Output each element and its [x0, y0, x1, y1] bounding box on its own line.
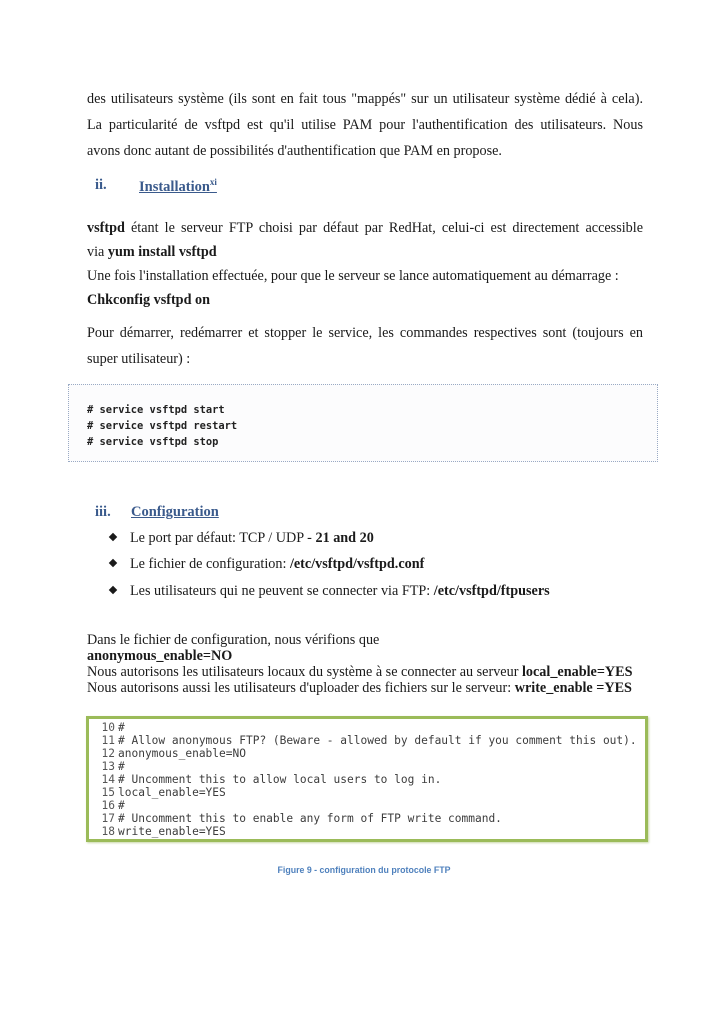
paragraph-line: La particularité de vsftpd est qu'il utilise PAM pour l'authentification des utilisateurs. Nous — [87, 117, 643, 133]
inline-command: Chkconfig vsftpd on — [87, 292, 210, 308]
code-line: # service vsftpd restart — [87, 420, 238, 432]
inline-command: yum install vsftpd — [107, 244, 217, 260]
paragraph-line: avons donc autant de possibilités d'authentification que PAM en propose. — [87, 143, 502, 159]
section-heading-configuration — [95, 504, 395, 524]
code-row: 18 write_enable=YES — [101, 825, 226, 838]
code-row: 14 # Uncomment this to allow local users to log in. — [101, 773, 442, 786]
paragraph-line: Nous autorisons aussi les utilisateurs d'uploader des fichiers sur le serveur: write_enable =YES — [87, 680, 632, 696]
code-row: 12 anonymous_enable=NO — [101, 747, 246, 760]
inline-bold: vsftpd — [87, 220, 125, 236]
diamond-bullet-icon — [109, 586, 117, 594]
document-page: des utilisateurs système (ils sont en fait tous "mappés" sur un utilisateur système dédié à cela). La particularité de vsftpd est qu'il utilise PAM pour l'authentification des utilisateurs. Nous avons donc autant de possibilités d'authentification que PAM en propose. ii. Installation$^{xi}$ vsftpd étant le serveur FTP choisi par défaut par RedHat, celui-ci est directement accessible via yum install vsftpd Une fois l'installation effectuée, pour que le serveur se lance automatiquement au démarrage : Chkconfig vsftpd on Pour démarrer, redémarrer et stopper le service, les commandes respectives sont (toujours en super utilisateur) : # service vsftpd start # service vsftpd restart # service vsftpd stop iii. Configuration Le port par défaut: TCP / UDP - 21 and 20 Le fichier de configuration: /etc/vsftpd/vsftpd.conf Les utilisateurs qui ne peuvent se connecter via FTP: /etc/vsftpd/ftpusers Dans le fichier de configuration, nous vérifions que anonymous_enable=NO Nous autorisons les utilisateurs locaux du système à se connecter au serveur local_enable=YES Nous autorisons aussi les utilisateurs d'uploader des fichiers sur le serveur: write_enable =YES 10 # 11 # Allow anonymous FTP? (Beware - allowed by default if you comment this out). 12 anonymous_enable=NO 13 # 14 # Uncomment this to allow local users to log in. 15 local_enable=YES 16 # 17 # Uncomment this to enable any form of FTP write command. 18 write_enable=YES Figure 9 - configuration du protocole FTP — [0, 0, 728, 1031]
config-file-screenshot — [86, 716, 648, 842]
figure-caption: Figure 9 - configuration du protocole FTP — [277, 865, 451, 875]
code-line: # service vsftpd start — [87, 404, 225, 416]
paragraph-line: Pour démarrer, redémarrer et stopper le service, les commandes respectives sont (toujours en — [87, 325, 643, 341]
diamond-bullet-icon — [109, 533, 117, 541]
code-line: # service vsftpd stop — [87, 436, 219, 448]
code-row: 15 local_enable=YES — [101, 786, 226, 799]
code-block — [68, 384, 658, 462]
code-row: 11 # Allow anonymous FTP? (Beware - allowed by default if you comment this out). — [101, 734, 637, 747]
footnote-ref[interactable]: xi — [209, 177, 217, 187]
diamond-bullet-icon — [109, 559, 117, 567]
paragraph-line: vsftpd étant le serveur FTP choisi par défaut par RedHat, celui-ci est directement accessible — [87, 220, 643, 236]
section-title: Configuration — [131, 504, 219, 520]
code-row: 10 # — [101, 721, 125, 734]
section-heading-installation — [95, 177, 395, 197]
paragraph-line: Nous autorisons les utilisateurs locaux du système à se connecter au serveur local_enable=YES — [87, 664, 633, 680]
code-row: 13 # — [101, 760, 125, 773]
section-title: Installation$^{xi}$ — [139, 177, 217, 195]
paragraph-line: des utilisateurs système (ils sont en fait tous "mappés" sur un utilisateur système dédié à cela). — [87, 91, 643, 107]
paragraph-line: super utilisateur) : — [87, 351, 191, 367]
paragraph-line: Dans le fichier de configuration, nous vérifions que — [87, 632, 380, 648]
paragraph-line: Une fois l'installation effectuée, pour que le serveur se lance automatiquement au démarrage : — [87, 268, 619, 284]
code-row: 17 # Uncomment this to enable any form of FTP write command. — [101, 812, 502, 825]
section-number: ii. — [95, 177, 107, 193]
paragraph-line: via yum install vsftpd — [87, 244, 217, 260]
code-row: 16 # — [101, 799, 125, 812]
inline-command: anonymous_enable=NO — [87, 648, 233, 664]
section-number: iii. — [95, 504, 111, 520]
